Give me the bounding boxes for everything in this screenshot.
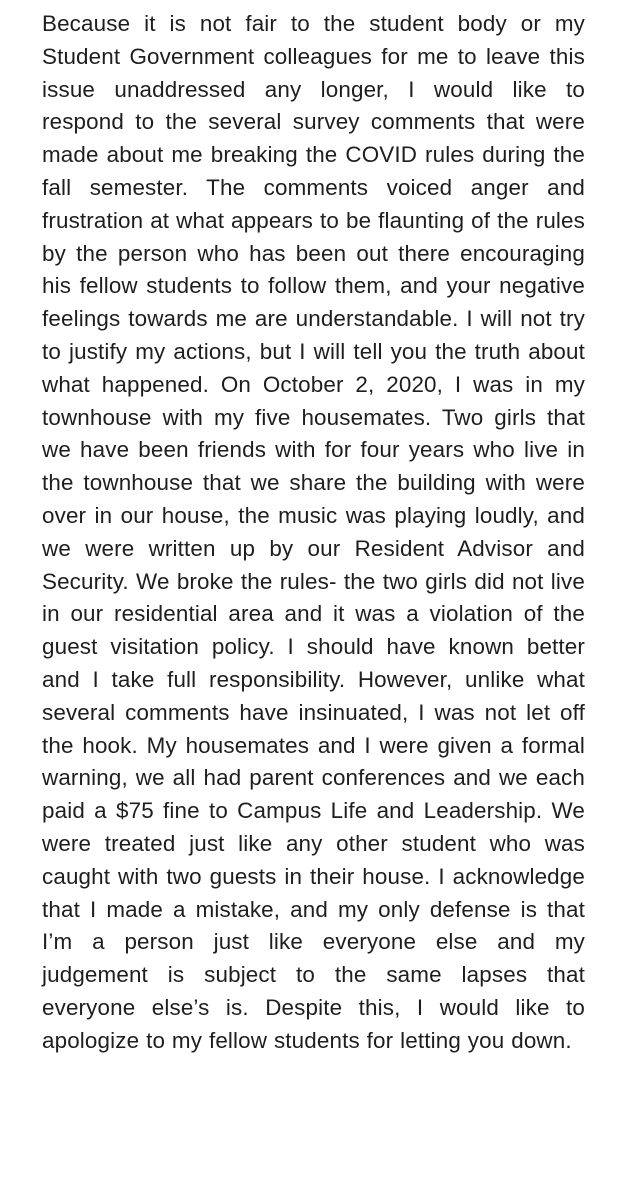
statement-paragraph: Because it is not fair to the student body or my Student Government colleagues for me to leave this issue unaddressed any longer, I would like to respond to the several survey comments that were made about me breaking the COVID rules during the fall semester. The comments voiced anger and frustration at what appears to be flaunting of the rules by the person who has been out there encouraging his fellow students to follow them, and your negative feelings towards me are understandable. I will not try to justify my actions, but I will tell you the truth about what happened. On October 2, 2020, I was in my townhouse with my five housemates. Two girls that we have been friends with for four years who live in the townhouse that we share the building with were over in our house, the music was playing loudly, and we were written up by our Resident Advisor and Security. We broke the rules- the two girls did not live in our residential area and it was a violation of the guest visitation policy. I should have known better and I take full responsibility. However, unlike what several comments have insinuated, I was not let off the hook. My housemates and I were given a formal warning, we all had parent conferences and we each paid a $75 fine to Campus Life and Leadership. We were treated just like any other student who was caught with two guests in their house. I acknowledge that I made a mistake, and my only defense is that I’m a person just like everyone else and my judgement is subject to the same lapses that everyone else’s is. Despite this, I would like to apologize to my fellow students for letting you down. <box>42 11 585 1053</box>
